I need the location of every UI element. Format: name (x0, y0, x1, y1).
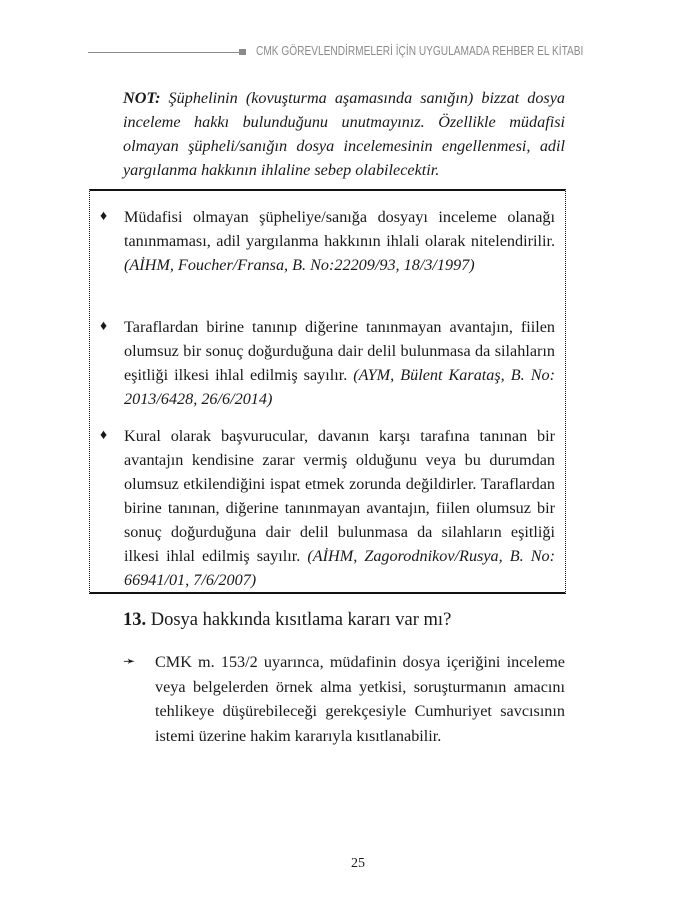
header-rule (88, 52, 240, 53)
case-law-box (89, 189, 566, 594)
header-square-icon (239, 49, 246, 55)
page-number: 25 (351, 856, 365, 871)
answer-text: CMK m. 153/2 uyarınca, müdafinin dosya içeriğini inceleme veya belgelerden örnek alma yetkisi, soruşturmanın amacını tehlikeye düşürebileceği gerekçesiyle Cumhuriyet savcısının istemi üzerine hakim kararıyla kısıtlanabilir. (155, 653, 565, 745)
diamond-bullet-icon: ♦ (100, 319, 108, 334)
note-label: NOT: (123, 89, 161, 107)
note-text: Şüphelinin (kovuşturma aşamasında sanığın) bizzat dosya inceleme hakkı bulunduğunu unutmayınız. Özellikle müdafisi olmayan şüpheli/sanığın dosya incelemesinin engellenmesi, adil yargılanma hakkının ihlaline sebep olabilecektir. (123, 89, 565, 179)
box-bullet-item (100, 315, 555, 411)
answer-item (123, 650, 565, 748)
question-heading (123, 610, 451, 631)
bullet-text: Kural olarak başvurucular, davanın karşı tarafına tanınan bir avantajın kendisine zarar vermiş olduğunu veya bu durumdan olumsuz etkilendiğini ispat etmek zorunda değildirler. Taraflardan birine tanınan, diğerine tanınmayan avantajın, fiilen olumsuz bir sonuç doğurduğuna dair delil bulunmasa da silahların eşitliği ilkesi ihlal edilmiş sayılır. (124, 427, 555, 565)
bullet-citation: (AYM, Bülent Karataş, B. No: 2013/6428, 26/6/2014) (124, 366, 555, 408)
arrow-bullet-icon: ➛ (123, 654, 136, 670)
box-bullet-item (100, 205, 555, 277)
diamond-bullet-icon: ♦ (100, 428, 108, 443)
bullet-citation: (AİHM, Zagorodnikov/Rusya, B. No: 66941/01, 7/6/2007) (124, 547, 555, 589)
running-header (88, 42, 584, 62)
diamond-bullet-icon: ♦ (100, 209, 108, 224)
bullet-citation: (AİHM, Foucher/Fransa, B. No:22209/93, 18/3/1997) (124, 256, 475, 274)
bullet-text: Müdafisi olmayan şüpheliye/sanığa dosyayı inceleme olanağı tanınmaması, adil yargılanma hakkının ihlali olarak nitelendirilir. (124, 208, 555, 250)
header-title: CMK GÖREVLENDİRMELERİ İÇİN UYGULAMADA REHBER EL KİTABI (256, 43, 584, 58)
note-paragraph (123, 86, 565, 182)
box-bullet-item (100, 424, 555, 592)
question-number: 13. (123, 610, 147, 630)
question-text: Dosya hakkında kısıtlama kararı var mı? (146, 610, 452, 630)
bullet-text: Taraflardan birine tanınıp diğerine tanınmayan avantajın, fiilen olumsuz bir sonuç doğurduğuna dair delil bulunmasa da silahların eşitliği ilkesi ihlal edilmiş sayılır. (124, 318, 555, 384)
